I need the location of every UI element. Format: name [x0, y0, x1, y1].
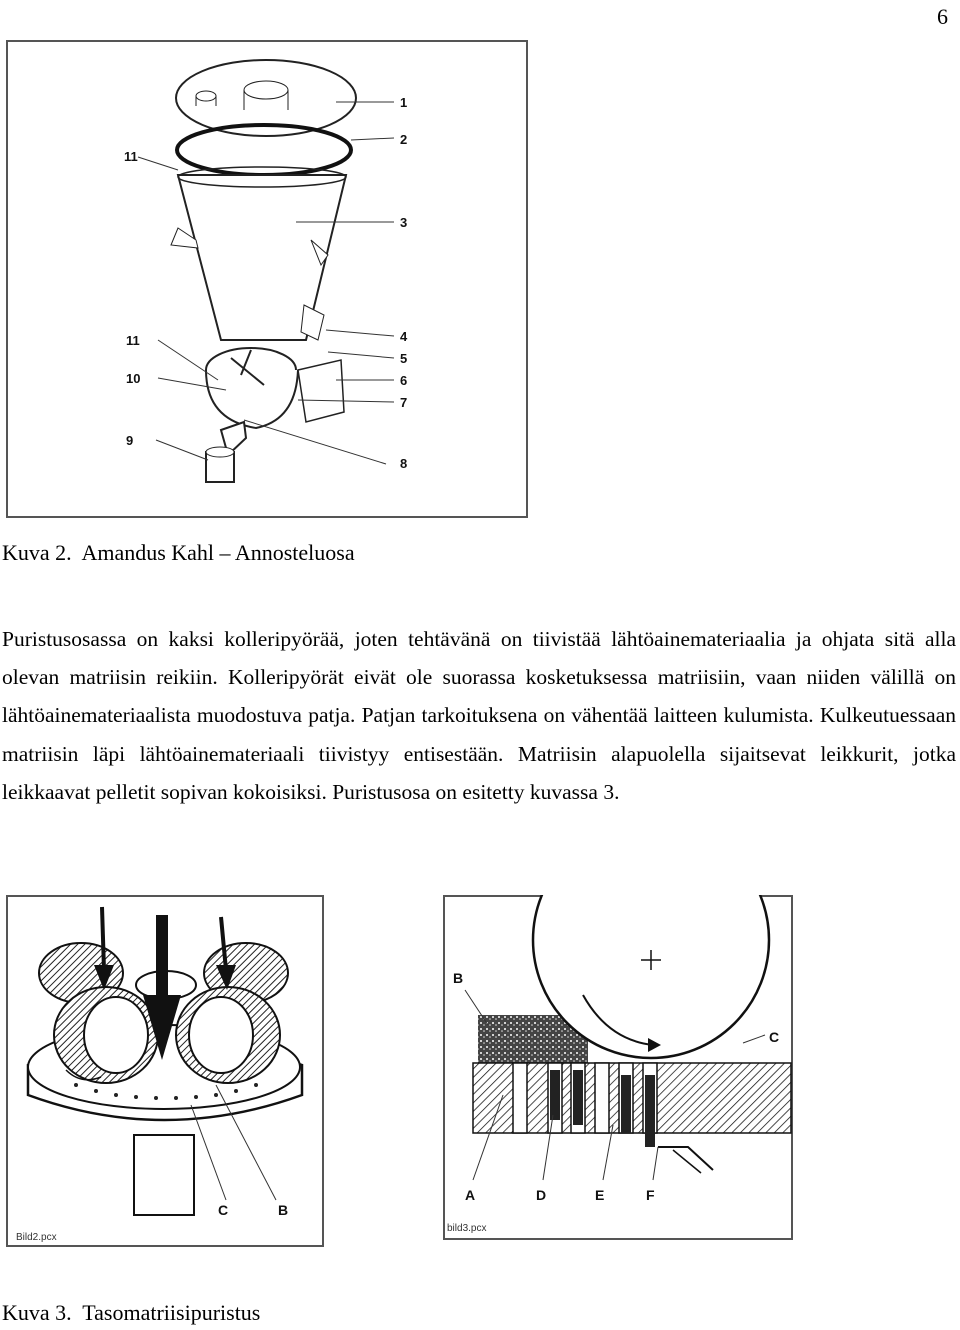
file-name-left: Bild2.pcx	[16, 1232, 57, 1243]
figure-dosing-unit	[6, 40, 528, 518]
figure2-caption: Kuva 2. Amandus Kahl – Annosteluosa	[2, 540, 355, 565]
body-paragraph: Puristusosassa on kaksi kolleripyörää, joten tehtävänä on tiivistää lähtöainemateriaalia ja ohjata sitä alla olevan matriisin reikiin. Kolleripyörät eivät ole suorassa kosketuksessa matriisiin, vaan niiden välillä on lähtöainemateriaalista muodostuva patja. Patjan tarkoituksena on vähentää laitteen kulumista. Kulkeutuessaan matriisin läpi lähtöainemateriaali tiivistyy entisestään. Matriisin alapuolella sijaitsevat leikkurit, jotka leikkaavat pelletit sopivan kokoisiksi. Puristusosa on esitetty kuvassa 3.	[2, 627, 956, 804]
file-name-right: bild3.pcx	[447, 1223, 487, 1234]
die-cross-section-drawing	[443, 895, 793, 1240]
label-b-right: B	[453, 970, 464, 986]
flat-die-rollers-drawing	[6, 895, 324, 1247]
label-8: 8	[400, 456, 408, 471]
label-b-left: B	[278, 1202, 289, 1218]
label-10: 10	[126, 371, 141, 386]
label-e: E	[595, 1187, 605, 1203]
label-f: F	[646, 1187, 655, 1203]
label-d: D	[536, 1187, 547, 1203]
label-3: 3	[400, 215, 408, 230]
label-11-top: 11	[124, 149, 138, 164]
label-1: 1	[400, 95, 408, 110]
figure3-caption: Kuva 3. Tasomatriisipuristus	[2, 1300, 261, 1325]
dosing-unit-drawing	[6, 40, 528, 518]
figure-flat-die-rollers	[6, 895, 324, 1247]
label-c-left: C	[218, 1202, 229, 1218]
label-c-right: C	[769, 1029, 780, 1045]
page-number: 6	[937, 4, 948, 29]
label-7: 7	[400, 395, 408, 410]
label-a: A	[465, 1187, 476, 1203]
label-9: 9	[126, 433, 134, 448]
label-2: 2	[400, 132, 408, 147]
label-4: 4	[400, 329, 408, 344]
label-6: 6	[400, 373, 408, 388]
figure-die-cross-section	[443, 895, 793, 1240]
label-11-bottom: 11	[126, 333, 140, 348]
label-5: 5	[400, 351, 408, 366]
